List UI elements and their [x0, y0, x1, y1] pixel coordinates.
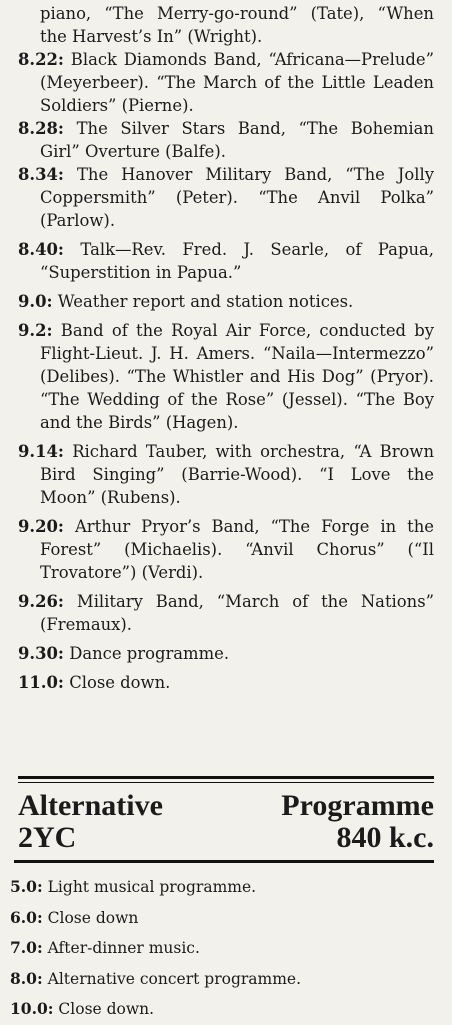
- entry-text: Arthur Pryor’s Band, “The Forge in the Forest” (Michaelis). “Anvil Chorus” (“Il Trovatore”) (Verdi).: [40, 517, 434, 582]
- station-frequency: 840 k.c.: [336, 821, 434, 854]
- list-item: [10, 994, 440, 1025]
- entry-text: Band of the Royal Air Force, conducted by Flight-Lieut. J. H. Amers. “Naila—Intermezzo” (Delibes). “The Whistler and His Dog” (Pryor). “The Wedding of the Rose” (Jessel). “The Boy and the Birds” (Hagen).: [40, 321, 434, 432]
- programme-entry: [18, 290, 434, 313]
- entry-time: 9.2:: [18, 321, 53, 340]
- alt-entry-text: Close down.: [58, 1000, 155, 1018]
- list-item: [10, 964, 440, 995]
- alt-entry-text: Light musical programme.: [47, 878, 257, 896]
- entry-time: 9.14:: [18, 442, 64, 461]
- alt-entry-time: 5.0:: [10, 877, 43, 896]
- section-divider-thin: [18, 782, 434, 783]
- intro-text: piano, “The Merry-go-round” (Tate), “When the Harvest’s In” (Wright).: [40, 4, 434, 46]
- programme-entry: [18, 671, 434, 694]
- programme-entry: [18, 515, 434, 584]
- alternative-programme-header: [18, 790, 434, 854]
- list-item: [10, 903, 440, 934]
- alt-entry-text: Alternative concert programme.: [47, 969, 302, 988]
- entry-text: Dance programme.: [69, 644, 230, 663]
- entry-time: 8.40:: [18, 240, 64, 259]
- entry-text: The Hanover Military Band, “The Jolly Coppersmith” (Peter). “The Anvil Polka” (Parlow).: [40, 165, 434, 230]
- entry-time: 9.20:: [18, 517, 64, 536]
- alt-entry-time: 7.0:: [10, 938, 43, 957]
- programme-entry: [18, 48, 434, 117]
- programme-entry: [18, 590, 434, 636]
- entry-text: Weather report and station notices.: [57, 292, 354, 311]
- alt-entry-time: 10.0:: [10, 999, 54, 1018]
- entry-time: 8.28:: [18, 119, 64, 138]
- entry-text: The Silver Stars Band, “The Bohemian Girl” Overture (Balfe).: [40, 119, 434, 161]
- programme-entry: [18, 440, 434, 509]
- programme-entry: [18, 163, 434, 232]
- alt-entry-text: Close down: [47, 908, 139, 927]
- entry-time: 8.22:: [18, 50, 64, 69]
- alt-entry-time: 8.0:: [10, 968, 43, 988]
- list-item: [10, 933, 440, 964]
- alt-title-left: Alternative: [18, 789, 163, 822]
- entry-text: Richard Tauber, with orchestra, “A Brown Bird Singing” (Barrie-Wood). “I Love the Moon” (Rubens).: [40, 442, 434, 507]
- header-underline: [14, 860, 434, 863]
- entry-time: 9.26:: [18, 592, 64, 611]
- programme-entry: [18, 117, 434, 163]
- section-divider: [18, 776, 434, 779]
- programme-entry: [18, 642, 434, 665]
- programme-entry: [18, 319, 434, 434]
- alt-entry-time: 6.0:: [10, 907, 43, 927]
- entry-time: 8.34:: [18, 165, 64, 184]
- alt-entry-text: After-dinner music.: [47, 939, 200, 957]
- station-callsign: 2YC: [18, 821, 77, 854]
- entry-time: 11.0:: [18, 673, 64, 692]
- alt-title-right: Programme: [281, 789, 434, 822]
- programme-entry: [18, 238, 434, 284]
- entry-text: Military Band, “March of the Nations” (Fremaux).: [40, 592, 434, 634]
- list-item: [10, 872, 440, 903]
- alternative-programme-list: [10, 872, 440, 1025]
- entry-time: 9.0:: [18, 292, 53, 311]
- entry-time: 9.30:: [18, 644, 64, 663]
- entry-text: Black Diamonds Band, “Africana—Prelude” (Meyerbeer). “The March of the Little Leaden Soldiers” (Pierne).: [40, 50, 434, 115]
- entry-text: Talk—Rev. Fred. J. Searle, of Papua, “Superstition in Papua.”: [40, 240, 434, 282]
- entry-text: Close down.: [69, 673, 171, 692]
